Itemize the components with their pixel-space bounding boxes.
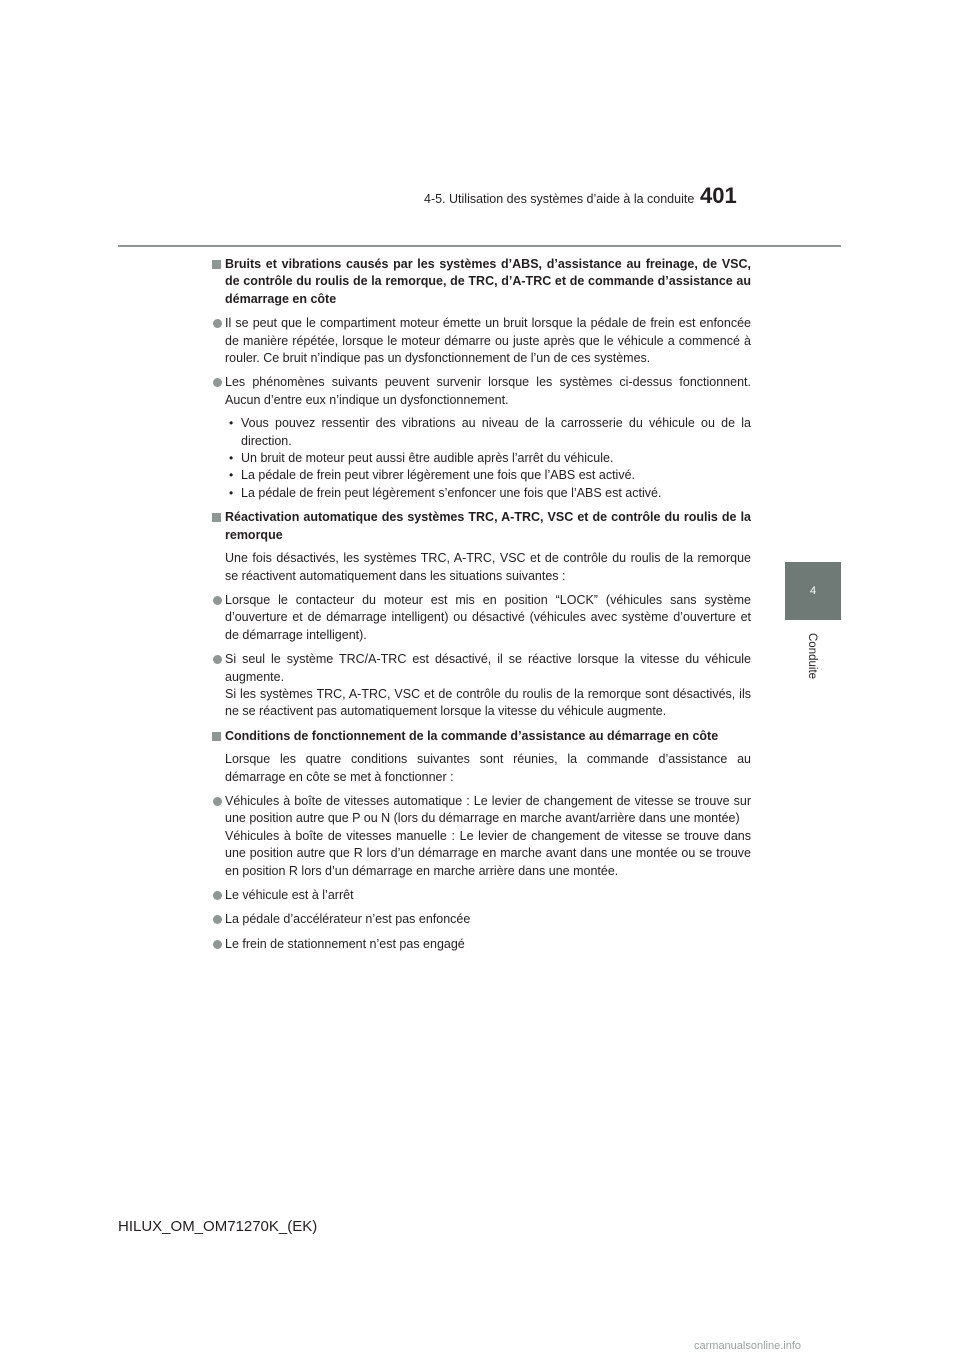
chapter-number: 4 bbox=[809, 585, 817, 597]
header-section-title: 4-5. Utilisation des systèmes d’aide à la conduite bbox=[424, 192, 695, 206]
list-item: Le véhicule est à l’arrêt bbox=[209, 887, 751, 904]
section-title: Conditions de fonctionnement de la commande d’assistance au démarrage en côte bbox=[209, 728, 751, 745]
circle-bullet-icon bbox=[213, 378, 222, 387]
sub-list-item: • Vous pouvez ressentir des vibrations au niveau de la carrosserie du véhicule ou de la direction. bbox=[229, 416, 751, 448]
section-hill-start-conditions bbox=[209, 728, 751, 953]
sub-list-item: • Un bruit de moteur peut aussi être audible après l’arrêt du véhicule. bbox=[229, 451, 614, 466]
list-item: Lorsque le contacteur du moteur est mis en position “LOCK” (véhicules sans système d’ouverture et de démarrage intelligent) ou désactivé (véhicules avec système d’ouverture et de démarrage intelligent). bbox=[209, 592, 751, 644]
chapter-label: Conduite bbox=[806, 633, 818, 680]
circle-bullet-icon bbox=[213, 655, 222, 664]
circle-bullet-icon bbox=[213, 915, 222, 924]
list-item: Si seul le système TRC/A-TRC est désactivé, il se réactive lorsque la vitesse du véhicule augmente. Si les systèmes TRC, A-TRC, VSC et de contrôle du roulis de la remorque sont désactivés, ils ne se réactivent pas automatiquement lorsque la vitesse du véhicule augmente. bbox=[209, 651, 751, 721]
section-intro: Une fois désactivés, les systèmes TRC, A-TRC, VSC et de contrôle du roulis de la remorque se réactivent automatiquement dans les situations suivantes : bbox=[225, 551, 751, 583]
footer-code: HILUX_OM_OM71270K_(EK) bbox=[118, 1218, 318, 1235]
list-item: Il se peut que le compartiment moteur émette un bruit lorsque la pédale de frein est enfoncée de manière répétée, lorsque le moteur démarre ou juste après que le véhicule a commencé à rouler. Ce bruit n’indique pas un dysfonctionnement de l’un de ces systèmes. bbox=[209, 315, 751, 367]
square-bullet-icon bbox=[212, 260, 221, 269]
list-item: Les phénomènes suivants peuvent survenir lorsque les systèmes ci-dessus fonctionnent. Aucun d’entre eux n’indique un dysfonctionnement. bbox=[209, 374, 751, 409]
section-title: Bruits et vibrations causés par les systèmes d’ABS, d’assistance au freinage, de VSC, de contrôle du roulis de la remorque, de TRC, d’A-TRC et de commande d’assistance au démarrage en côte bbox=[209, 256, 751, 308]
sub-list bbox=[209, 415, 751, 502]
watermark: carmanualsonline.info bbox=[694, 1340, 802, 1352]
page-number: 401 bbox=[700, 183, 737, 208]
circle-bullet-icon bbox=[213, 940, 222, 949]
section-title: Réactivation automatique des systèmes TRC, A-TRC, VSC et de contrôle du roulis de la remorque bbox=[209, 509, 751, 544]
main-content bbox=[209, 256, 751, 953]
section-auto-reactivation bbox=[209, 509, 751, 720]
list-item: Le frein de stationnement n’est pas engagé bbox=[209, 936, 751, 953]
circle-bullet-icon bbox=[213, 797, 222, 806]
chapter-tab[interactable] bbox=[785, 562, 841, 620]
square-bullet-icon bbox=[212, 732, 221, 741]
circle-bullet-icon bbox=[213, 891, 222, 900]
list-item: La pédale d’accélérateur n’est pas enfoncée bbox=[209, 911, 751, 928]
sub-list-item: • La pédale de frein peut vibrer légèrement une fois que l’ABS est activé. bbox=[229, 468, 635, 483]
square-bullet-icon bbox=[212, 513, 221, 522]
circle-bullet-icon bbox=[213, 596, 222, 605]
header-divider bbox=[118, 245, 841, 247]
list-item: Véhicules à boîte de vitesses automatique : Le levier de changement de vitesse se trouve sur une position autre que P ou N (lors du démarrage en marche avant/arrière dans une montée) Véhicules à boîte de vitesses manuelle : Le levier de changement de vitesse se trouve dans une position autre que R lors d’un démarrage en marche avant dans une montée ou se trouve en position R lors d’un démarrage en marche arrière dans une montée. bbox=[209, 793, 751, 880]
circle-bullet-icon bbox=[213, 319, 222, 328]
sub-list-item: • La pédale de frein peut légèrement s’enfoncer une fois que l’ABS est activé. bbox=[229, 485, 662, 500]
section-noise-vibrations bbox=[209, 256, 751, 502]
section-intro: Lorsque les quatre conditions suivantes sont réunies, la commande d’assistance au démarrage en côte se met à fonctionner : bbox=[225, 752, 751, 784]
